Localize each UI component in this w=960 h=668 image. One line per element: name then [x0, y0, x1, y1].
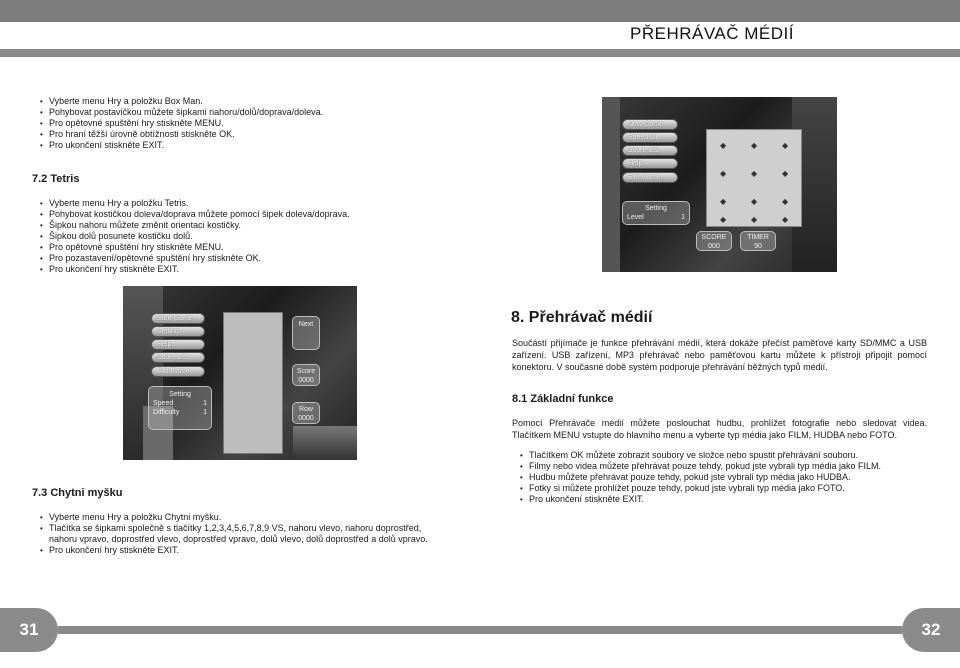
- tetris-difficulty-label: Difficulty: [153, 409, 180, 416]
- tetris-board: [223, 312, 283, 454]
- basic-functions-text: Pomocí Přehrávače médií můžete poslouchat hudbu, prohlížet fotografie nebo sledovat videa. Tlačítkem MENU vstupte do hlavního menu a vyberte typ média jako FILM, HUDBA nebo FOTO.: [512, 418, 927, 440]
- tetris-screenshot: [123, 286, 357, 460]
- tetris-speed-value: 1: [203, 400, 207, 407]
- mouse-setting-title: Setting: [645, 205, 667, 212]
- mouse-level-value: 1: [681, 214, 685, 221]
- tetris-speed-label: Speed: [153, 400, 174, 407]
- mouse-hole-icon: ◆: [751, 169, 758, 178]
- mouse-hole-icon: ◆: [751, 215, 758, 224]
- mouse-menu-scorelist: Score List: [622, 145, 678, 156]
- mouse-hole-icon: ◆: [720, 215, 727, 224]
- tetris-setting-title: Setting: [169, 391, 191, 398]
- list-item: • Pro ukončení stiskněte EXIT.: [38, 140, 438, 151]
- section-heading-media-player: 8. Přehrávač médií: [511, 309, 653, 326]
- list-item: • Šipkou nahoru můžete změnit orientaci kostičky.: [38, 220, 438, 231]
- tetris-menu-help: Help: [151, 339, 205, 350]
- list-item: • Pro opětovné spuštění hry stiskněte MENU.: [38, 242, 438, 253]
- tetris-row-panel: [292, 402, 320, 424]
- list-item: • Šipkou dolů posunete kostičku dolů.: [38, 231, 438, 242]
- list-item: • Pohybovat postavičkou můžete šipkami nahoru/dolů/doprava/doleva.: [38, 107, 438, 118]
- mouse-score-label: SCORE: [701, 234, 727, 241]
- mouse-setting-panel: [622, 201, 690, 225]
- mouse-hole-icon: ◆: [782, 197, 789, 206]
- list-item: • Hudbu můžete přehrávat pouze tehdy, pokud jste vybrali typ média jako HUDBA.: [518, 472, 928, 483]
- mouse-timer-panel: [740, 231, 776, 251]
- list-item: • Pro ukončení hry stiskněte EXIT.: [38, 264, 438, 275]
- list-item: • Pro ukončení hry stiskněte EXIT.: [38, 545, 448, 556]
- mouse-menu-help: Help: [622, 158, 678, 169]
- mouse-hole-icon: ◆: [782, 169, 789, 178]
- mouse-hole-icon: ◆: [782, 141, 789, 150]
- basic-functions-heading: 8.1 Základní funkce: [512, 393, 614, 405]
- mouse-score-value: 000: [708, 243, 720, 250]
- tetris-score-label: Score: [296, 368, 316, 375]
- page-header-title: PŘEHRÁVAČ MÉDIÍ: [630, 24, 794, 43]
- tetris-menu-start: Start Game: [151, 313, 205, 324]
- list-item: • Pro hraní těžší úrovně obtížnosti stiskněte OK.: [38, 129, 438, 140]
- mouse-timer-value: 90: [754, 243, 762, 250]
- list-item: • Vyberte menu Hry a položku Box Man.: [38, 96, 438, 107]
- tetris-score-value: 0000: [298, 377, 314, 384]
- list-item: • Vyberte menu Hry a položku Tetris.: [38, 198, 438, 209]
- mouse-score-panel: [696, 231, 732, 251]
- mouse-hole-icon: ◆: [720, 197, 727, 206]
- tetris-instructions: [38, 198, 438, 275]
- footer-bar: [58, 626, 902, 634]
- list-item: • Pro ukončení stiskněte EXIT.: [518, 494, 928, 505]
- tetris-row-label: Row: [298, 406, 313, 413]
- header-divider: [0, 49, 960, 57]
- basic-functions-list: [518, 450, 928, 505]
- tetris-menu-setting: Setting: [151, 326, 205, 337]
- mouse-heading: 7.3 Chytni myšku: [32, 487, 123, 499]
- mouse-game-screenshot: [602, 97, 837, 272]
- list-item: • Pro opětovné spuštění hry stiskněte MENU.: [38, 118, 438, 129]
- boxman-instructions: [38, 96, 438, 151]
- mouse-hole-icon: ◆: [782, 215, 789, 224]
- tetris-menu-exit: Exit Game: [151, 366, 205, 377]
- tetris-next-panel: [292, 316, 320, 350]
- mouse-menu-newgame: New Game: [622, 119, 678, 130]
- top-bar: [0, 0, 960, 22]
- tetris-score-panel: [292, 364, 320, 386]
- mouse-menu-exit: Exit Game: [622, 172, 678, 183]
- mouse-timer-label: TIMER: [747, 234, 769, 241]
- list-item: • Filmy nebo videa můžete přehrávat pouze tehdy, pokud jste vybrali typ média jako FILM.: [518, 461, 928, 472]
- page-number-left: 31: [0, 608, 58, 652]
- section-intro-text: Součástí přijímače je funkce přehrávání médií, která dokáže přečíst paměťové karty SD/MMC a USB zařízení. USB zařízení, MP3 přehrávač nebo paměťovou kartu můžete k přístroji připojit pomocí konektoru. V současné době systém podporuje přehrávání běžných typů médií.: [512, 338, 927, 372]
- list-item: • Pohybovat kostičkou doleva/doprava můžete pomocí šipek doleva/doprava.: [38, 209, 438, 220]
- mouse-hole-icon: ◆: [720, 141, 727, 150]
- list-item: • Tlačítka se šipkami společně s tlačítky 1,2,3,4,5,6,7,8,9 VS, nahoru vlevo, nahoru doprostřed, nahoru vpravo, doprostřed vlevo, doprostřed vpravo, dolů vlevo, dolů doprostřed a dolů vpravo.: [38, 523, 448, 545]
- tetris-setting-panel: [148, 386, 212, 430]
- tetris-heading: 7.2 Tetris: [32, 173, 80, 185]
- mouse-hole-icon: ◆: [751, 141, 758, 150]
- list-item: • Tlačítkem OK můžete zobrazit soubory ve složce nebo spustit přehrávání souboru.: [518, 450, 928, 461]
- tetris-menu-score: Score List: [151, 352, 205, 363]
- mouse-hole-icon: ◆: [720, 169, 727, 178]
- tetris-row-value: 0000: [298, 415, 314, 422]
- page-number-right: 32: [902, 608, 960, 652]
- mouse-hole-icon: ◆: [751, 197, 758, 206]
- tetris-difficulty-value: 1: [203, 409, 207, 416]
- list-item: • Pro pozastavení/opětovné spuštění hry stiskněte OK.: [38, 253, 438, 264]
- mouse-instructions: [38, 512, 448, 556]
- list-item: • Fotky si můžete prohlížet pouze tehdy, pokud jste vybrali typ média jako FOTO.: [518, 483, 928, 494]
- list-item: • Vyberte menu Hry a položku Chytni myšku.: [38, 512, 448, 523]
- mouse-menu-speed: Speed 01: [622, 132, 678, 143]
- mouse-level-label: Level: [627, 214, 644, 221]
- tetris-next-label: Next: [298, 321, 314, 328]
